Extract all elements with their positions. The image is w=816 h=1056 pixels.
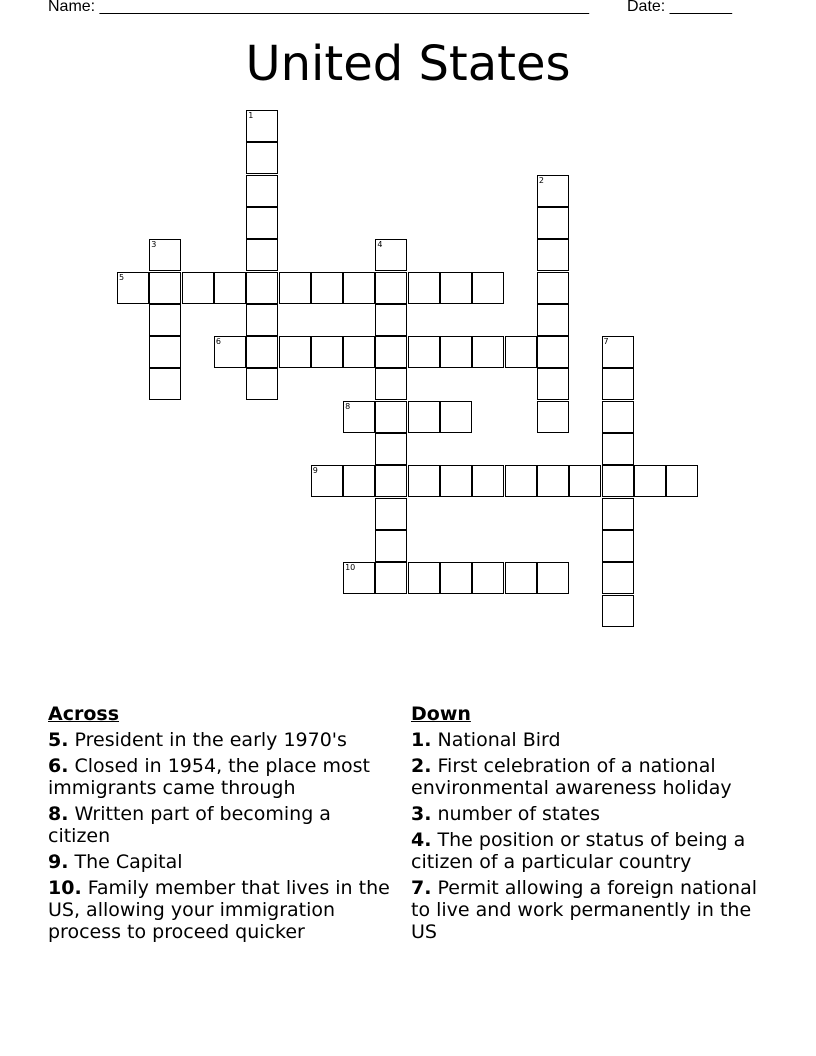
clue-text: Written part of becoming a citizen	[48, 803, 331, 847]
clue-across-10	[48, 877, 398, 943]
grid-cell[interactable]	[182, 272, 214, 304]
grid-cell[interactable]	[279, 336, 311, 368]
grid-cell[interactable]	[472, 272, 504, 304]
grid-cell[interactable]	[246, 207, 278, 239]
date-line: Date: _______	[627, 0, 732, 15]
grid-cell[interactable]	[537, 465, 569, 497]
cell-number: 3	[151, 240, 157, 250]
clue-text: National Bird	[437, 729, 561, 751]
clue-text: The Capital	[74, 851, 183, 873]
grid-cell[interactable]	[246, 368, 278, 400]
grid-cell[interactable]	[246, 304, 278, 336]
grid-cell[interactable]	[246, 239, 278, 271]
grid-cell[interactable]	[602, 530, 634, 562]
clue-number: 8.	[48, 803, 69, 825]
grid-cell[interactable]	[246, 175, 278, 207]
grid-cell[interactable]	[602, 336, 634, 368]
grid-cell[interactable]	[537, 304, 569, 336]
clue-text: number of states	[437, 803, 601, 825]
grid-cell[interactable]	[149, 368, 181, 400]
across-heading: Across	[48, 703, 120, 725]
cell-number: 1	[248, 111, 254, 120]
clue-text: Permit allowing a foreign national to live and work permanently in the US	[411, 877, 758, 943]
grid-cell[interactable]	[440, 336, 472, 368]
grid-cell[interactable]	[505, 562, 537, 594]
grid-cell[interactable]	[375, 368, 407, 400]
grid-cell[interactable]	[537, 207, 569, 239]
grid-cell[interactable]	[440, 272, 472, 304]
grid-cell[interactable]	[375, 304, 407, 336]
clue-across-8	[48, 803, 398, 847]
clue-number: 5.	[48, 729, 69, 751]
grid-cell[interactable]	[408, 401, 440, 433]
grid-cell[interactable]	[569, 465, 601, 497]
grid-cell[interactable]	[537, 175, 569, 207]
clue-down-4	[411, 829, 771, 873]
grid-cell[interactable]	[246, 272, 278, 304]
grid-cell[interactable]	[472, 336, 504, 368]
page-title: United States	[245, 36, 571, 92]
clue-across-9	[48, 851, 398, 873]
grid-cell[interactable]	[246, 142, 278, 174]
clue-number: 9.	[48, 851, 69, 873]
grid-cell[interactable]	[472, 465, 504, 497]
cell-number: 8	[345, 401, 351, 411]
grid-cell[interactable]	[634, 465, 666, 497]
clue-down-1	[411, 729, 771, 751]
grid-cell[interactable]	[505, 465, 537, 497]
cell-number: 2	[538, 175, 544, 185]
grid-cell[interactable]	[375, 433, 407, 465]
cell-number: 4	[377, 240, 383, 250]
grid-cell[interactable]	[246, 336, 278, 368]
grid-cell[interactable]	[602, 595, 634, 627]
name-line: Name: _______________________________________________________	[48, 0, 589, 15]
grid-cell[interactable]	[440, 401, 472, 433]
grid-cell[interactable]	[537, 336, 569, 368]
clue-text: Closed in 1954, the place most immigrants came through	[48, 755, 371, 799]
grid-cell[interactable]	[666, 465, 698, 497]
clue-number: 6.	[48, 755, 69, 777]
grid-cell[interactable]	[375, 530, 407, 562]
clue-down-7	[411, 877, 771, 943]
clue-number: 7.	[411, 877, 432, 899]
grid-cell[interactable]	[375, 336, 407, 368]
clue-number: 4.	[411, 829, 432, 851]
cell-number: 6	[215, 337, 221, 347]
clue-number: 1.	[411, 729, 432, 751]
grid-cell[interactable]	[214, 336, 246, 368]
grid-cell[interactable]	[375, 498, 407, 530]
clue-number: 2.	[411, 755, 432, 777]
clue-number: 3.	[411, 803, 432, 825]
clue-across-5	[48, 729, 398, 751]
grid-cell[interactable]	[149, 239, 181, 271]
grid-cell[interactable]	[602, 401, 634, 433]
grid-cell[interactable]	[375, 272, 407, 304]
grid-cell[interactable]	[279, 272, 311, 304]
clue-number: 10.	[48, 877, 82, 899]
grid-cell[interactable]	[343, 562, 375, 594]
grid-cell[interactable]	[440, 562, 472, 594]
grid-cell[interactable]	[602, 368, 634, 400]
grid-cell[interactable]	[505, 336, 537, 368]
grid-cell[interactable]	[375, 401, 407, 433]
grid-cell[interactable]	[311, 465, 343, 497]
grid-cell[interactable]	[408, 465, 440, 497]
grid-cell[interactable]	[440, 465, 472, 497]
grid-cell[interactable]	[408, 336, 440, 368]
grid-cell[interactable]	[343, 401, 375, 433]
grid-cell[interactable]	[602, 562, 634, 594]
cell-number: 9	[312, 466, 318, 476]
clue-down-2	[411, 755, 771, 799]
cell-number: 7	[603, 337, 609, 347]
cell-number: 10	[345, 563, 356, 573]
grid-cell[interactable]	[375, 465, 407, 497]
grid-cell[interactable]	[537, 368, 569, 400]
clue-across-6	[48, 755, 398, 799]
cell-number: 5	[119, 272, 125, 282]
clue-text: President in the early 1970's	[74, 729, 347, 751]
grid-cell[interactable]	[311, 336, 343, 368]
grid-cell[interactable]	[537, 562, 569, 594]
grid-cell[interactable]	[375, 239, 407, 271]
grid-cell[interactable]	[311, 272, 343, 304]
clue-text: The position or status of being a citizen of a particular country	[411, 829, 746, 873]
grid-cell[interactable]	[472, 562, 504, 594]
grid-cell[interactable]	[602, 498, 634, 530]
grid-cell[interactable]	[149, 336, 181, 368]
grid-cell[interactable]	[602, 465, 634, 497]
grid-cell[interactable]	[408, 272, 440, 304]
down-heading: Down	[411, 703, 471, 725]
grid-cell[interactable]	[602, 433, 634, 465]
grid-cell[interactable]	[343, 272, 375, 304]
clue-text: Family member that lives in the US, allowing your immigration process to proceed quicker	[48, 877, 390, 943]
grid-cell[interactable]	[149, 272, 181, 304]
grid-cell[interactable]	[408, 562, 440, 594]
grid-cell[interactable]	[537, 272, 569, 304]
grid-cell[interactable]	[117, 272, 149, 304]
grid-cell[interactable]	[537, 401, 569, 433]
grid-cell[interactable]	[343, 336, 375, 368]
grid-cell[interactable]	[343, 465, 375, 497]
grid-cell[interactable]	[246, 110, 278, 142]
across-clues	[48, 703, 398, 947]
grid-cell[interactable]	[214, 272, 246, 304]
grid-cell[interactable]	[375, 562, 407, 594]
grid-cell[interactable]	[537, 239, 569, 271]
grid-cell[interactable]	[149, 304, 181, 336]
clue-text: First celebration of a national environmental awareness holiday	[411, 755, 732, 799]
clue-down-3	[411, 803, 771, 825]
down-clues	[411, 703, 771, 947]
